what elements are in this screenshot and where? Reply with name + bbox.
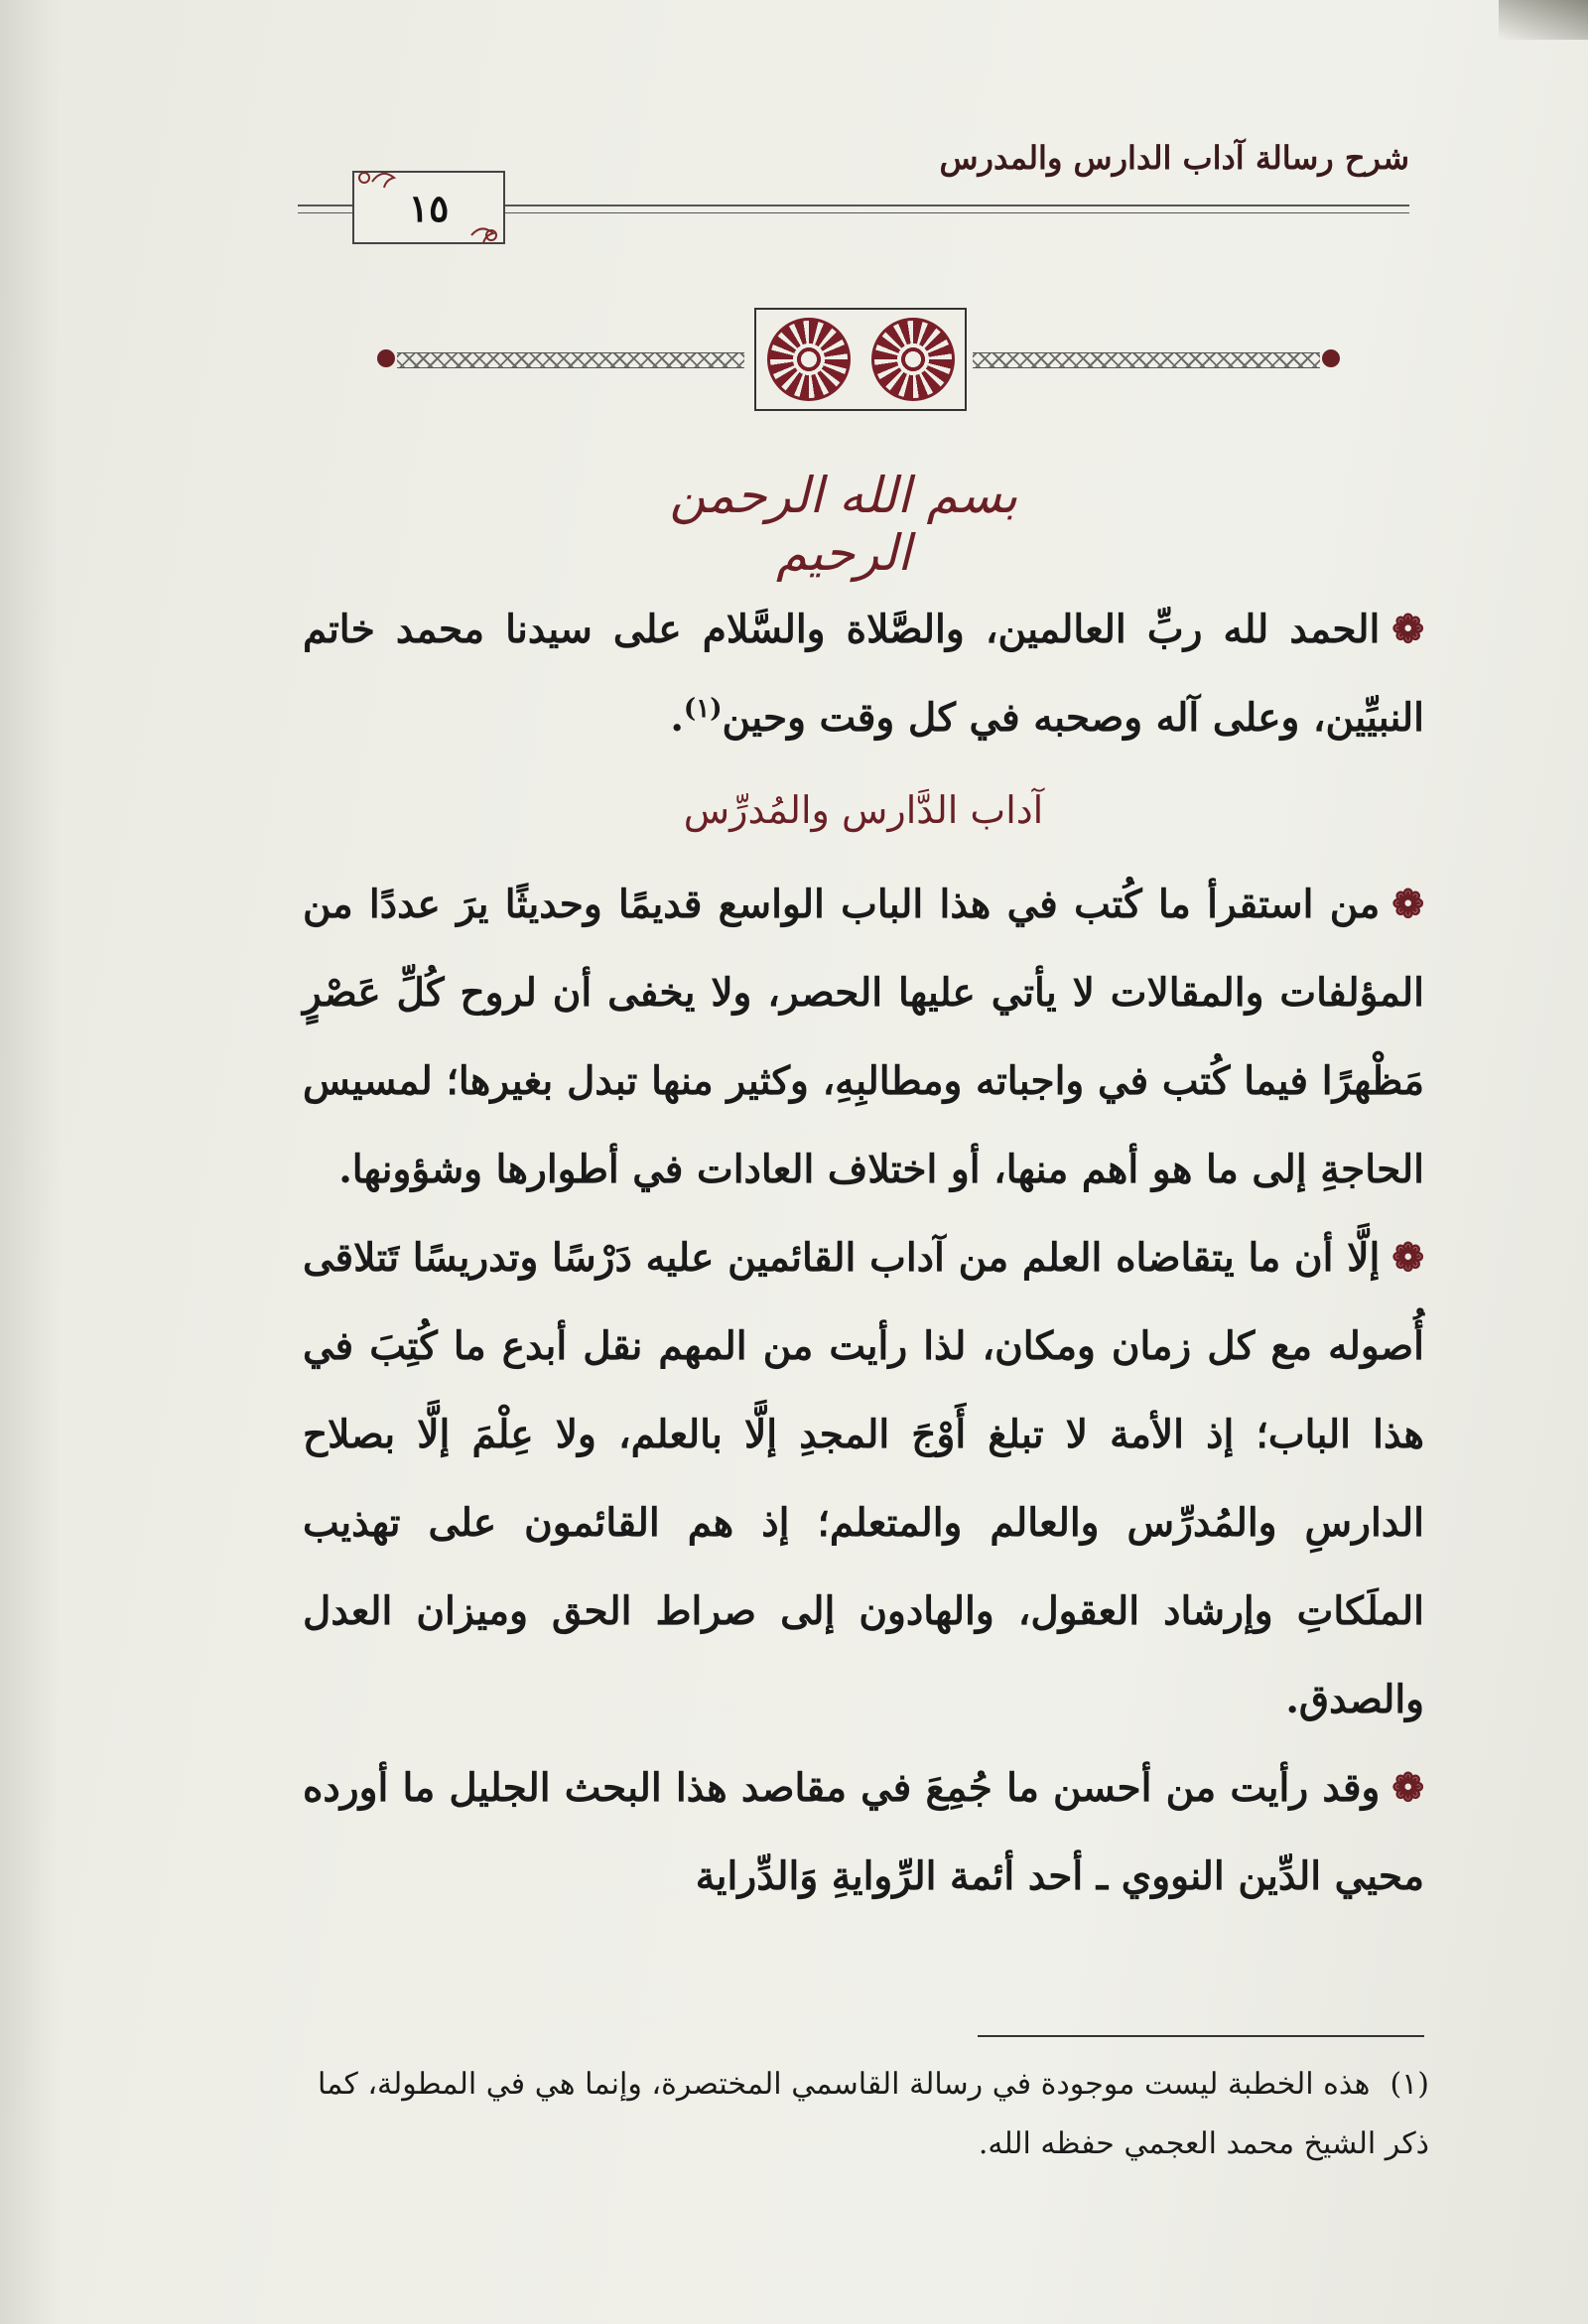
paragraph — [303, 1744, 1424, 1921]
paragraph — [303, 586, 1424, 762]
ornament-dot-left — [377, 349, 395, 367]
basmala: بسم الله الرحمن الرحيم — [669, 467, 1018, 582]
paragraph-text: الحمد لله ربِّ العالمين، والصَّلاة والسَّلام على سيدنا محمد خاتم النبيِّين، وعلى آله وصحبه في كل وقت وحين — [303, 607, 1424, 741]
page-corner-shadow — [1499, 0, 1588, 40]
paragraph-text: إلَّا أن ما يتقاضاه العلم من آداب القائمين عليه دَرْسًا وتدريسًا تَتلاقى أُصوله مع كل زمان ومكان، لذا رأيت من المهم نقل أبدع ما كُتِبَ في هذا الباب؛ إذ الأمة لا تبلغ أَوْجَ المجدِ إلَّا بالعلم، ولا عِلْمَ إلَّا بصلاح الدارسِ والمُدرِّس والعالم والمتعلم؛ إذ هم القائمون على تهذيب الملَكاتِ وإرشاد العقول، والهادون إلى صراط الحق وميزان العدل والصدق. — [303, 1235, 1424, 1722]
chapter-ornament — [377, 308, 1340, 407]
paragraph-text: من استقرأ ما كُتب في هذا الباب الواسع قديمًا وحديثًا يرَ عددًا من المؤلفات والمقالات لا يأتي عليها الحصر، ولا يخفى أن لروح كُلِّ عَصْرٍ مَظْهرًا فيما كُتب في واجباته ومطالبِهِ، وكثير منها تبدل بغيرها؛ لمسيس الحاجةِ إلى ما هو أهم منها، أو اختلاف العادات في أطوارها وشؤونها. — [303, 882, 1424, 1192]
footnote-number: (١) — [1390, 2067, 1429, 2102]
paragraph-star-icon: ❁ — [1391, 1235, 1424, 1281]
ornament-braid-right — [973, 352, 1320, 368]
footnote-reference[interactable]: (١) — [683, 694, 723, 724]
page-edge-shadow — [0, 0, 60, 2324]
footnote-rule — [978, 2035, 1424, 2037]
running-title: شرح رسالة آداب الدارس والمدرس — [939, 139, 1409, 177]
main-text — [303, 586, 1424, 1921]
ornament-dot-right — [1322, 349, 1340, 367]
rosette-icon — [871, 318, 955, 401]
section-heading: آداب الدَّارس والمُدرِّس — [683, 788, 1044, 832]
paragraph-end: . — [670, 695, 684, 741]
footnote-text: هذه الخطبة ليست موجودة في رسالة القاسمي المختصرة، وإنما هي في المطولة، كما ذكر الشيخ محمد العجمي حفظه الله. — [318, 2067, 1429, 2161]
paragraph — [303, 861, 1424, 1214]
ornament-center-panel — [754, 308, 967, 411]
paragraph-star-icon: ❁ — [1391, 607, 1424, 652]
paragraph-text: وقد رأيت من أحسن ما جُمِعَ في مقاصد هذا البحث الجليل ما أورده محيي الدِّين النووي ـ أحد أئمة الرِّوايةِ وَالدِّراية — [303, 1765, 1424, 1899]
paragraph — [303, 1214, 1424, 1744]
page-number-flourish-icon — [342, 164, 511, 247]
footnote — [318, 2055, 1429, 2174]
paragraph-star-icon: ❁ — [1391, 882, 1424, 927]
rosette-icon — [767, 318, 851, 401]
page-number: ١٥ — [408, 185, 450, 230]
paragraph-star-icon: ❁ — [1391, 1765, 1424, 1811]
ornament-braid-left — [397, 352, 744, 368]
